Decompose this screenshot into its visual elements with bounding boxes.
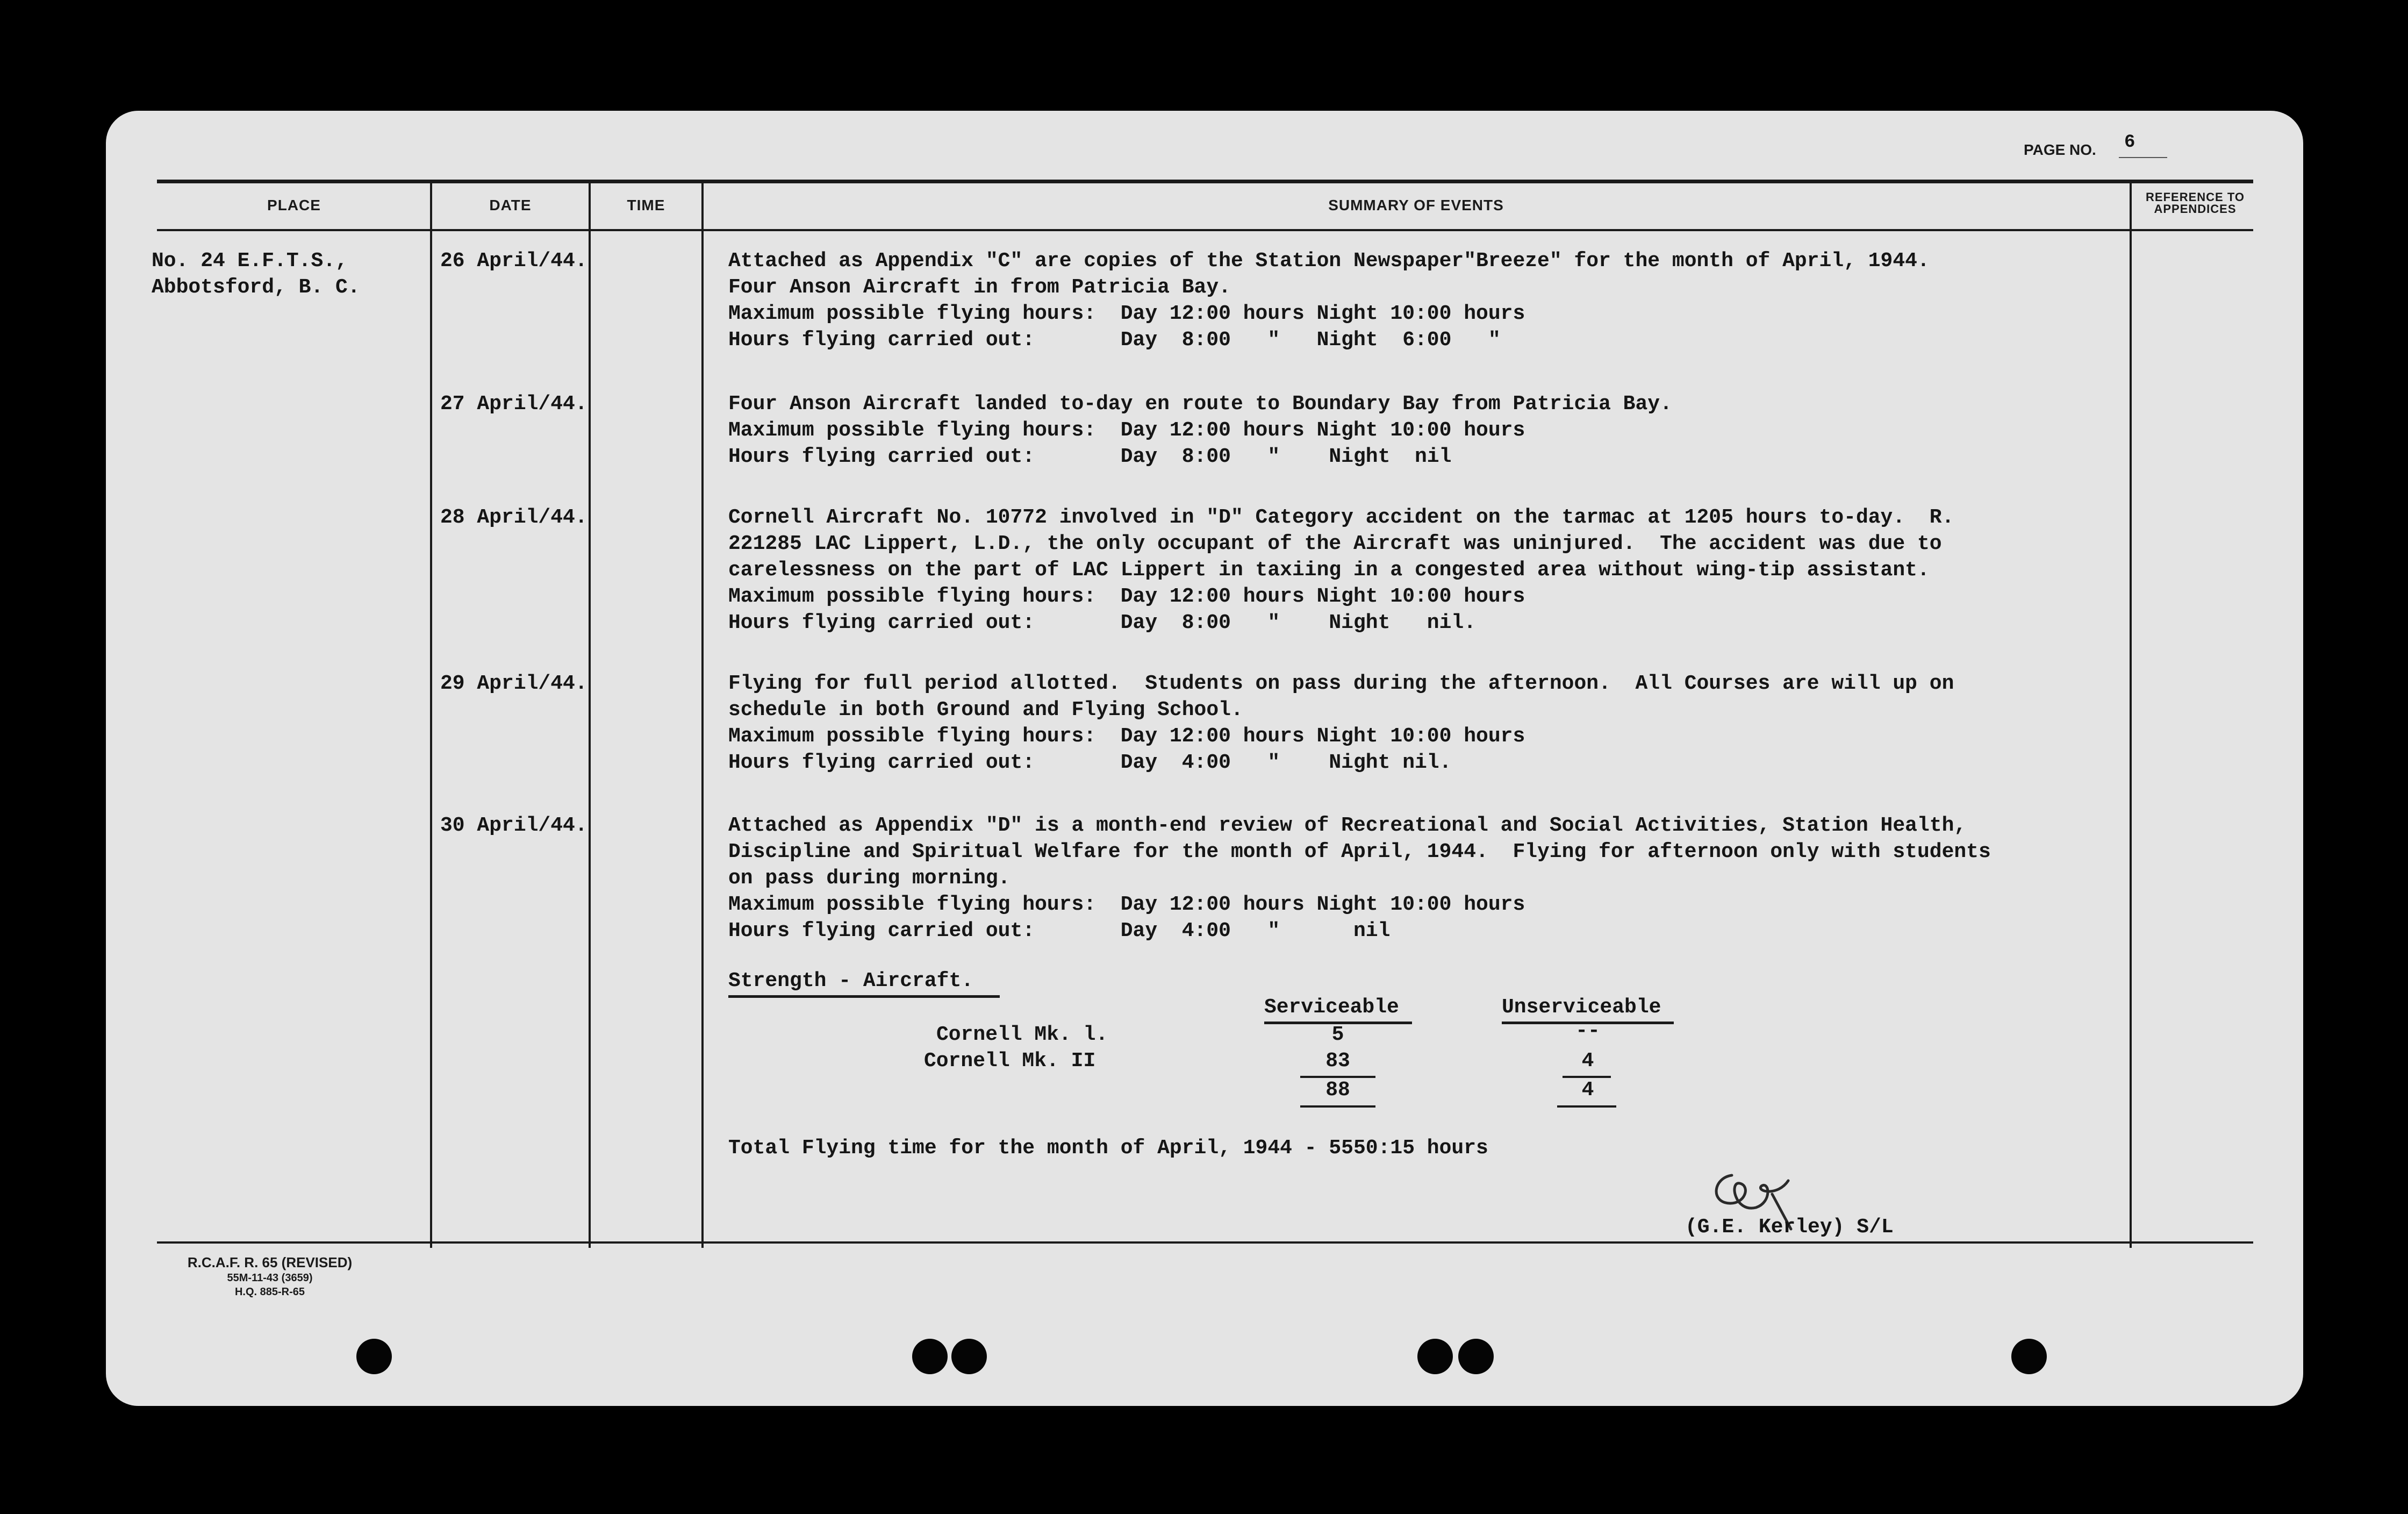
column-rule — [589, 183, 591, 1248]
entry-line: Hours flying carried out: Day 8:00 " Night 6:00 " — [728, 328, 1501, 352]
entry-line: Cornell Aircraft No. 10772 involved in "D" Category accident on the tarmac at 1205 hours to-day. R. — [728, 506, 1954, 529]
totals-underline-serviceable — [1300, 1105, 1375, 1108]
entry-date: 29 April/44. — [440, 672, 587, 695]
unserviceable-header: Unserviceable — [1502, 996, 1661, 1019]
strength-heading: Strength - Aircraft. — [728, 969, 974, 992]
column-header-date: DATE — [489, 197, 532, 213]
page-number-value: 6 — [2124, 132, 2135, 153]
totals-underline-unserviceable — [1557, 1105, 1616, 1108]
unserviceable-count: 4 — [1581, 1049, 1594, 1073]
column-header-summary: SUMMARY OF EVENTS — [1328, 197, 1504, 213]
column-header-reference: REFERENCE TO APPENDICES — [2146, 190, 2245, 216]
entry-line: Attached as Appendix "C" are copies of the Station Newspaper"Breeze" for the month of April, 1944. — [728, 249, 1930, 273]
totals-rule-unserviceable — [1563, 1076, 1611, 1078]
diary-sheet — [106, 111, 2303, 1406]
entry-line: Flying for full period allotted. Students on pass during the afternoon. All Courses are will up on — [728, 672, 1954, 695]
binder-hole — [2011, 1339, 2047, 1374]
unserviceable-total: 4 — [1581, 1079, 1594, 1102]
place-line-2: Abbotsford, B. C. — [152, 276, 360, 299]
entry-line: carelessness on the part of LAC Lippert in taxiing in a congested area without wing-tip assistant. — [728, 559, 1930, 582]
entry-date: 27 April/44. — [440, 392, 587, 416]
entry-line: Maximum possible flying hours: Day 12:00 hours Night 10:00 hours — [728, 419, 1525, 442]
entry-line: Hours flying carried out: Day 4:00 " Night nil. — [728, 751, 1452, 774]
column-rule — [2130, 183, 2132, 1248]
entry-date: 30 April/44. — [440, 814, 587, 837]
serviceable-header: Serviceable — [1264, 996, 1399, 1019]
entry-line: Maximum possible flying hours: Day 12:00 hours Night 10:00 hours — [728, 725, 1525, 748]
form-number: R.C.A.F. R. 65 (REVISED) — [187, 1254, 353, 1270]
header-top-rule — [157, 180, 2253, 183]
aircraft-type: Cornell Mk. l. — [936, 1023, 1108, 1046]
entry-line: Four Anson Aircraft landed to-day en route to Boundary Bay from Patricia Bay. — [728, 392, 1672, 416]
signature-name: (G.E. Kerley) S/L — [1685, 1216, 1894, 1239]
form-hq-code: H.Q. 885-R-65 — [234, 1286, 305, 1298]
entry-line: Maximum possible flying hours: Day 12:00 hours Night 10:00 hours — [728, 302, 1525, 325]
entry-date: 28 April/44. — [440, 506, 587, 529]
entry-line: Four Anson Aircraft in from Patricia Bay. — [728, 276, 1231, 299]
place-line-1: No. 24 E.F.T.S., — [152, 249, 348, 273]
totals-rule-serviceable — [1300, 1076, 1375, 1078]
entry-line: Attached as Appendix "D" is a month-end review of Recreational and Social Activities, Station Health, — [728, 814, 1967, 837]
binder-hole — [912, 1339, 948, 1374]
entry-line: schedule in both Ground and Flying School. — [728, 698, 1243, 722]
binder-hole — [951, 1339, 987, 1374]
entry-line: 221285 LAC Lippert, L.D., the only occupant of the Aircraft was uninjured. The accident was due to — [728, 532, 1942, 555]
header-bottom-rule — [157, 229, 2253, 231]
binder-hole — [1417, 1339, 1453, 1374]
binder-hole — [1458, 1339, 1494, 1374]
total-flying-time: Total Flying time for the month of April, 1944 - 5550:15 hours — [728, 1137, 1488, 1160]
entry-line: Hours flying carried out: Day 4:00 " nil — [728, 919, 1391, 942]
unserviceable-count: -- — [1575, 1019, 1600, 1042]
serviceable-total: 88 — [1325, 1079, 1350, 1102]
column-header-place: PLACE — [267, 197, 321, 213]
entry-line: Discipline and Spiritual Welfare for the month of April, 1944. Flying for afternoon only with students — [728, 840, 1991, 863]
entry-line: Hours flying carried out: Day 8:00 " Night nil — [728, 445, 1452, 468]
column-rule — [701, 183, 704, 1248]
strength-heading-underline — [728, 995, 1000, 998]
serviceable-count: 83 — [1325, 1049, 1350, 1073]
entry-line: on pass during morning. — [728, 867, 1010, 890]
entry-line: Maximum possible flying hours: Day 12:00 hours Night 10:00 hours — [728, 585, 1525, 608]
serviceable-count: 5 — [1331, 1023, 1344, 1046]
column-rule — [430, 183, 432, 1248]
binder-hole — [356, 1339, 392, 1374]
table-bottom-rule — [157, 1241, 2253, 1244]
column-header-time: TIME — [627, 197, 665, 213]
form-print-code: 55M-11-43 (3659) — [227, 1272, 313, 1284]
aircraft-type: Cornell Mk. II — [924, 1049, 1096, 1073]
entry-line: Maximum possible flying hours: Day 12:00 hours Night 10:00 hours — [728, 893, 1525, 916]
page-number-label: PAGE NO. — [2024, 141, 2096, 158]
entry-date: 26 April/44. — [440, 249, 587, 273]
entry-line: Hours flying carried out: Day 8:00 " Night nil. — [728, 611, 1477, 634]
